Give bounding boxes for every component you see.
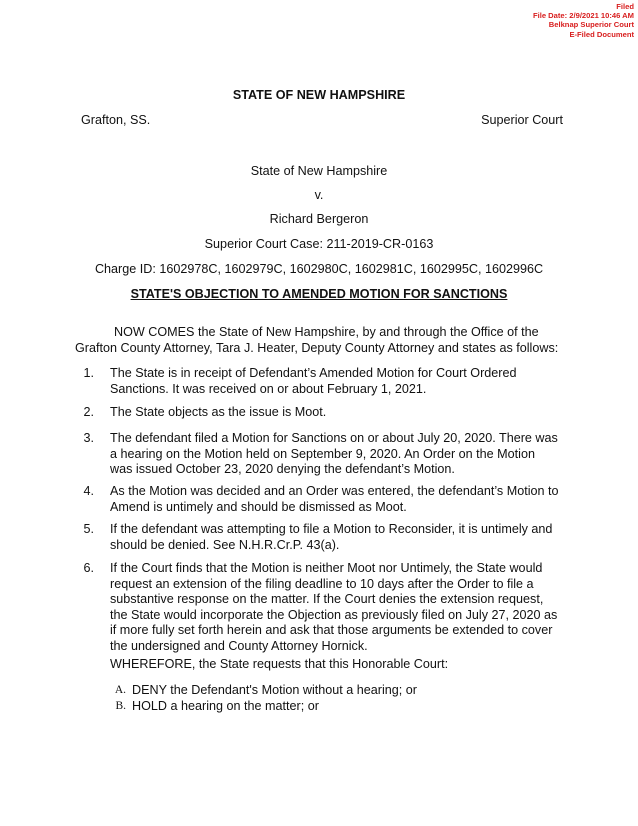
list-text	[110, 484, 570, 515]
court-label: Superior Court	[481, 113, 563, 127]
text-line: the State would incorporate the Objection as previously filed on July 27, 2020 as	[110, 607, 558, 622]
text-line: substantive response on the matter. If the Court denies the extension request,	[110, 592, 544, 607]
intro-line-2: Grafton County Attorney, Tara J. Heater, Deputy County Attorney and states as follows:	[75, 341, 559, 355]
document-title: STATE'S OBJECTION TO AMENDED MOTION FOR SANCTIONS	[130, 287, 508, 301]
text-line: request an extension of the filing deadline to 10 days after the Order to file a	[110, 576, 534, 591]
text-line: was issued October 23, 2020 denying the defendant’s Motion.	[110, 462, 455, 477]
list-number: 4.	[83, 484, 94, 498]
stamp-line: File Date: 2/9/2021 10:46 AM	[532, 11, 634, 21]
list-text	[110, 561, 570, 655]
intro-line-1: NOW COMES the State of New Hampshire, by and through the Office of the	[114, 325, 539, 339]
text-line: should be denied. See N.H.R.Cr.P. 43(a).	[110, 537, 340, 552]
text-line: if more fully set forth herein and ask that those arguments be extended to cover	[110, 623, 553, 638]
list-number: 6.	[83, 561, 94, 575]
text-line: If the Court finds that the Motion is neither Moot nor Untimely, the State would	[110, 561, 543, 575]
text-line: The State is in receipt of Defendant’s Amended Motion for Court Ordered	[110, 366, 517, 380]
text-line: As the Motion was decided and an Order was entered, the defendant’s Motion to	[110, 484, 559, 498]
stamp-line: Belknap Superior Court	[548, 20, 634, 30]
request-text: HOLD a hearing on the matter; or	[132, 699, 319, 713]
text-line: the undersigned and County Attorney Hornick.	[110, 638, 368, 653]
list-text	[110, 405, 570, 421]
request-letter: A.	[114, 684, 126, 696]
request-text: DENY the Defendant's Motion without a hearing; or	[132, 683, 417, 697]
text-line: Amend is untimely and should be dismissed as Moot.	[110, 499, 407, 514]
state-heading: STATE OF NEW HAMPSHIRE	[232, 88, 406, 102]
plaintiff-name: State of New Hampshire	[250, 164, 388, 178]
text-line: The State objects as the issue is Moot.	[110, 405, 327, 419]
versus: v.	[314, 188, 324, 202]
list-text	[110, 366, 570, 397]
stamp-line: E-Filed Document	[569, 29, 634, 39]
defendant-name: Richard Bergeron	[269, 212, 369, 226]
list-number: 1.	[83, 366, 94, 380]
request-letter: B.	[115, 700, 126, 712]
text-line: a hearing on the Motion held on September 9, 2020. An Order on the Motion	[110, 446, 535, 461]
text-line: Sanctions. It was received on or about February 1, 2021.	[110, 381, 427, 396]
list-number: 2.	[83, 405, 94, 419]
list-number: 3.	[83, 431, 94, 445]
case-number: Superior Court Case: 211-2019-CR-0163	[204, 237, 434, 251]
wherefore-clause: WHEREFORE, the State requests that this Honorable Court:	[110, 657, 449, 671]
text-line: If the defendant was attempting to file a Motion to Reconsider, it is untimely and	[110, 522, 553, 536]
charge-ids: Charge ID: 1602978C, 1602979C, 1602980C, 1602981C, 1602995C, 1602996C	[94, 262, 544, 276]
text-line: The defendant filed a Motion for Sanctions on or about July 20, 2020. There was	[110, 431, 558, 445]
stamp-line: Filed	[616, 2, 634, 11]
list-number: 5.	[83, 522, 94, 536]
list-text	[110, 431, 570, 478]
list-text	[110, 522, 570, 553]
filing-stamp	[533, 2, 634, 39]
county-label: Grafton, SS.	[81, 113, 151, 127]
